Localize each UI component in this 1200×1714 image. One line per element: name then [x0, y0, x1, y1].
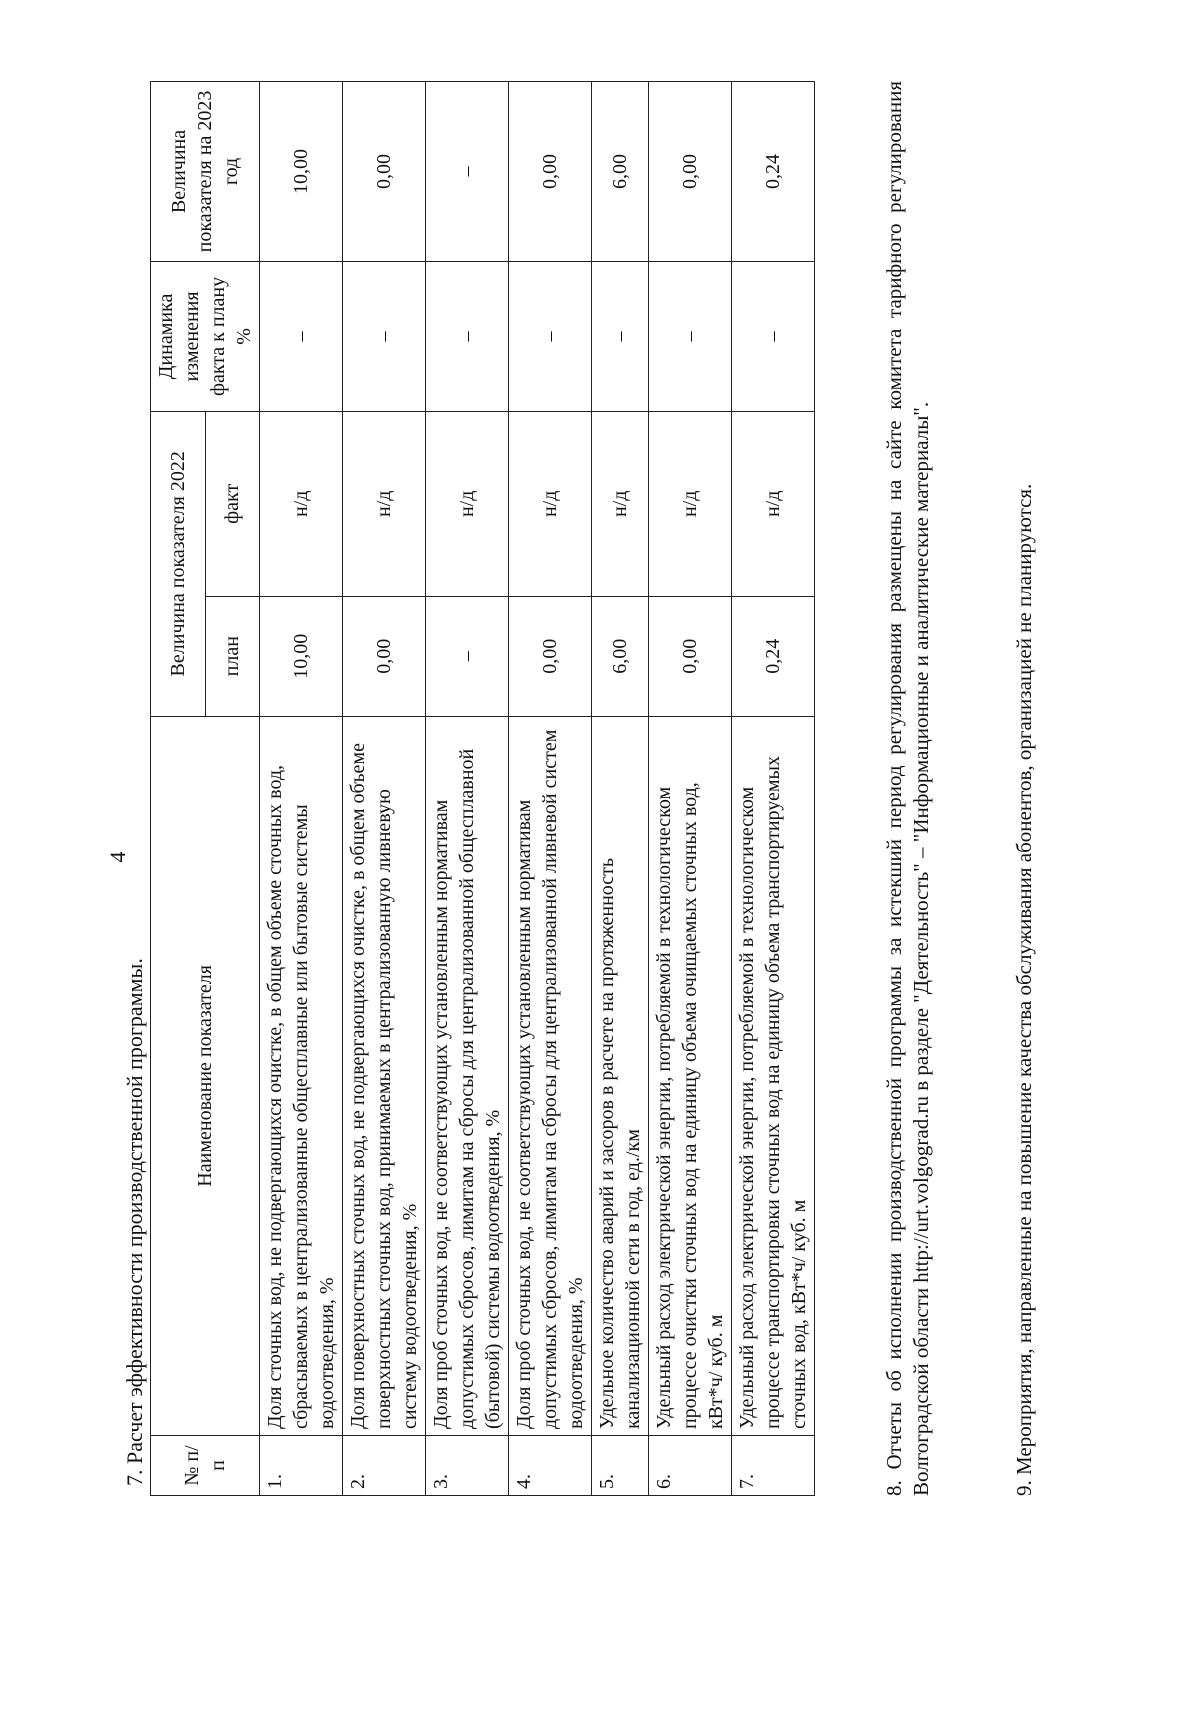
- section-title: 7. Расчет эффективности производственной программы.: [122, 958, 147, 1486]
- row-value-2023: 6,00: [592, 82, 649, 262]
- row-plan: 0,24: [732, 596, 815, 716]
- table-row: [426, 82, 509, 1496]
- row-dynamics: –: [426, 261, 509, 411]
- row-plan: –: [426, 596, 509, 716]
- table-row: [260, 82, 343, 1496]
- row-plan: 10,00: [260, 596, 343, 716]
- row-fact: н/д: [649, 411, 732, 596]
- header-num: № п/п: [151, 1436, 260, 1496]
- efficiency-table: [150, 81, 815, 1496]
- row-plan: 6,00: [592, 596, 649, 716]
- row-name: Удельный расход электрической энергии, потребляемой в технологическом процессе очистки сточных вод на единицу объема очищаемых сточных вод, кВт*ч/ куб. м: [649, 716, 732, 1435]
- row-fact: н/д: [592, 411, 649, 596]
- note-reports: 8. Отчеты об исполнении производственной программы за истекший период регулирования размещены на сайте комитета тарифного регулирования Волгоградской области http://urt.volgograd.ru в разделе "Деятельность" – "Информационные и аналитические материалы".: [882, 81, 933, 1496]
- row-name: Удельное количество аварий и засоров в расчете на протяженность канализационной сети в год, ед./км: [592, 716, 649, 1435]
- note-customer-service: 9. Мероприятия, направленные на повышение качества обслуживания абонентов, организацией не планируются.: [1012, 483, 1036, 1496]
- row-fact: н/д: [343, 411, 426, 596]
- row-fact: н/д: [260, 411, 343, 596]
- row-dynamics: –: [592, 261, 649, 411]
- row-value-2023: 10,00: [260, 82, 343, 262]
- row-dynamics: –: [509, 261, 592, 411]
- table-row: [592, 82, 649, 1496]
- header-name: Наименование показателя: [151, 716, 260, 1435]
- row-value-2023: 0,00: [343, 82, 426, 262]
- row-fact: н/д: [426, 411, 509, 596]
- table-header-row: [151, 82, 206, 1496]
- row-num: 1.: [260, 1436, 343, 1496]
- row-dynamics: –: [343, 261, 426, 411]
- header-dynamics: Динамика изменения факта к плану %: [151, 261, 260, 411]
- row-fact: н/д: [732, 411, 815, 596]
- table-row: [649, 82, 732, 1496]
- row-dynamics: –: [732, 261, 815, 411]
- row-dynamics: –: [649, 261, 732, 411]
- header-value-2022: Величина показателя 2022: [151, 411, 206, 716]
- table-row: [343, 82, 426, 1496]
- table-row: [509, 82, 592, 1496]
- row-num: 7.: [732, 1436, 815, 1496]
- row-num: 3.: [426, 1436, 509, 1496]
- row-plan: 0,00: [649, 596, 732, 716]
- row-name: Доля проб сточных вод, не соответствующих установленным нормативам допустимых сбросов, лимитам на сбросы для централизованной ливневой систем водоотведения, %: [509, 716, 592, 1435]
- row-dynamics: –: [260, 261, 343, 411]
- header-fact: факт: [205, 411, 260, 596]
- row-plan: 0,00: [343, 596, 426, 716]
- row-value-2023: 0,00: [509, 82, 592, 262]
- header-plan: план: [205, 596, 260, 716]
- row-num: 5.: [592, 1436, 649, 1496]
- row-num: 4.: [509, 1436, 592, 1496]
- row-name: Доля сточных вод, не подвергающихся очистке, в общем объеме сточных вод, сбрасываемых в централизованные общесплавные или бытовые системы водоотведения, %: [260, 716, 343, 1435]
- row-value-2023: 0,24: [732, 82, 815, 262]
- row-num: 2.: [343, 1436, 426, 1496]
- row-plan: 0,00: [509, 596, 592, 716]
- row-value-2023: 0,00: [649, 82, 732, 262]
- row-value-2023: –: [426, 82, 509, 262]
- header-value-2023: Величина показателя на 2023 год: [151, 82, 260, 262]
- row-num: 6.: [649, 1436, 732, 1496]
- row-name: Доля поверхностных сточных вод, не подвергающихся очистке, в общем объеме поверхностных сточных вод, принимаемых в централизованную ливневую систему водоотведения, %: [343, 716, 426, 1435]
- row-name: Удельный расход электрической энергии, потребляемой в технологическом процессе транспортировки сточных вод на единицу объема транспортируемых сточных вод, кВт*ч/ куб. м: [732, 716, 815, 1435]
- row-name: Доля проб сточных вод, не соответствующих установленным нормативам допустимых сбросов, лимитам на сбросы для централизованной общесплавной (бытовой) системы водоотведения, %: [426, 716, 509, 1435]
- page-number: 4: [105, 851, 130, 863]
- table-row: [732, 82, 815, 1496]
- row-fact: н/д: [509, 411, 592, 596]
